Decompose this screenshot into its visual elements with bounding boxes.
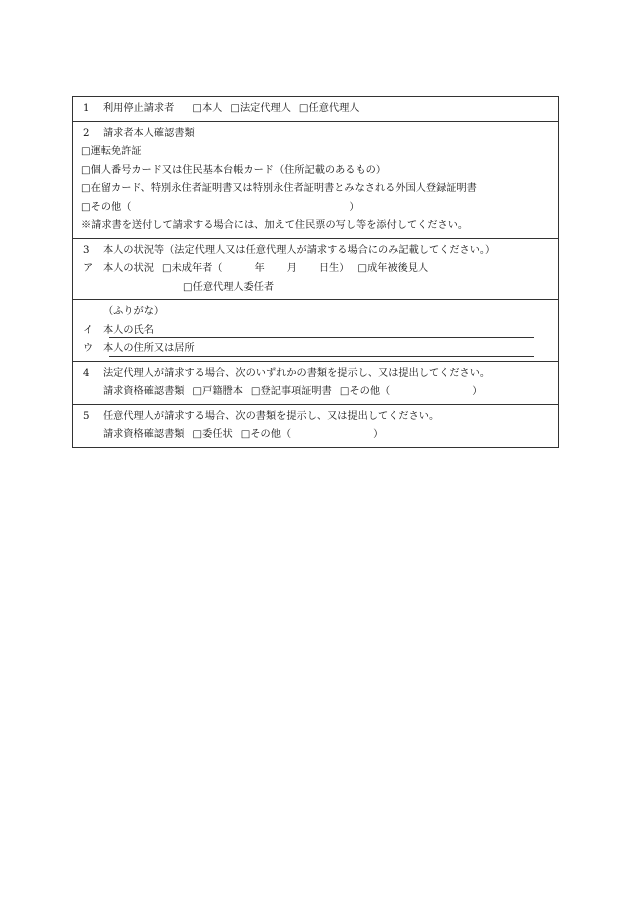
person-address-underline	[109, 356, 534, 357]
section-title-row	[81, 125, 552, 144]
close-paren: ）	[373, 429, 384, 440]
checkbox-family-register[interactable]: □戸籍謄本	[192, 386, 243, 397]
person-name-label: 本人の氏名	[103, 324, 154, 336]
close-paren: ）	[472, 386, 483, 397]
section-title-row	[81, 408, 552, 427]
person-name-underline	[109, 337, 534, 338]
checkbox-legal-agent[interactable]: □法定代理人	[230, 103, 291, 114]
status-label: 本人の状況	[103, 263, 154, 274]
section-number: 1	[83, 103, 90, 114]
request-form	[72, 96, 559, 448]
section-number: 3	[83, 244, 90, 256]
other-document-row	[81, 199, 552, 218]
section-voluntary-agent-docs	[73, 404, 558, 447]
section-title: 請求者本人確認書類	[103, 127, 195, 139]
item-mark: ア	[83, 263, 94, 274]
checkbox-adult-ward[interactable]: □成年被後見人	[357, 263, 429, 274]
voluntary-docs-row	[81, 426, 552, 445]
checkbox-registry-certificate[interactable]: □登記事項証明書	[250, 386, 332, 397]
item-mark: イ	[83, 324, 94, 336]
checkbox-delegator[interactable]: □任意代理人委任者	[183, 281, 275, 293]
section-number: 5	[83, 410, 90, 422]
mail-note: ※請求書を送付して請求する場合には、加えて住民票の写し等を添付してください。	[81, 220, 469, 231]
checkbox-minor[interactable]: □未成年者（	[161, 263, 223, 274]
requester-row	[81, 100, 552, 119]
checkbox-voluntary-agent[interactable]: □任意代理人	[298, 103, 360, 114]
status-row	[81, 260, 552, 279]
person-address-label: 本人の住所又は居所	[103, 343, 195, 354]
checkbox-other-legal-doc[interactable]: □その他（	[339, 386, 391, 397]
legal-docs-row	[81, 383, 552, 402]
section-number: 4	[83, 367, 90, 379]
year-label: 年	[254, 263, 265, 274]
qualification-docs-label: 請求資格確認書類	[103, 386, 185, 397]
section-title-row	[81, 365, 552, 384]
day-label: 日生）	[318, 263, 350, 274]
checkbox-other-document[interactable]: □その他（	[81, 201, 132, 213]
section-title: 法定代理人が請求する場合、次のいずれかの書類を提示し、又は提出してください。	[103, 367, 491, 379]
furigana-label: （ふりがな）	[103, 306, 165, 317]
requester-label: 利用停止請求者	[103, 103, 175, 114]
checkbox-residence-card[interactable]: □在留カード、特別永住者証明書又は特別永住者証明書とみなされる外国人登録証明書	[81, 183, 477, 194]
person-address-row[interactable]	[81, 340, 552, 359]
close-paren: ）	[349, 201, 360, 213]
person-name-row[interactable]	[81, 322, 552, 341]
checkbox-my-number-card[interactable]: □個人番号カード又は住民基本台帳カード（住所記載のあるもの）	[81, 164, 387, 176]
section-title-row	[81, 242, 552, 261]
checkbox-other-voluntary-doc[interactable]: □その他（	[240, 429, 292, 440]
section-legal-agent-docs	[73, 361, 558, 404]
checkbox-power-of-attorney[interactable]: □委任状	[192, 429, 233, 440]
section-number: 2	[83, 127, 90, 139]
section-requester	[73, 97, 558, 121]
section-title: 本人の状況等（法定代理人又は任意代理人が請求する場合にのみ記載してください。）	[103, 244, 496, 256]
section-id-documents	[73, 121, 558, 238]
checkbox-drivers-license[interactable]: □運転免許証	[81, 146, 142, 157]
qualification-docs-label: 請求資格確認書類	[103, 429, 185, 440]
section-title: 任意代理人が請求する場合、次の書類を提示し、又は提出してください。	[103, 410, 440, 422]
checkbox-self[interactable]: □本人	[192, 103, 223, 114]
section-person-status	[73, 238, 558, 300]
section-person-identity	[73, 299, 558, 361]
month-label: 月	[286, 263, 297, 274]
item-mark: ウ	[83, 343, 94, 354]
